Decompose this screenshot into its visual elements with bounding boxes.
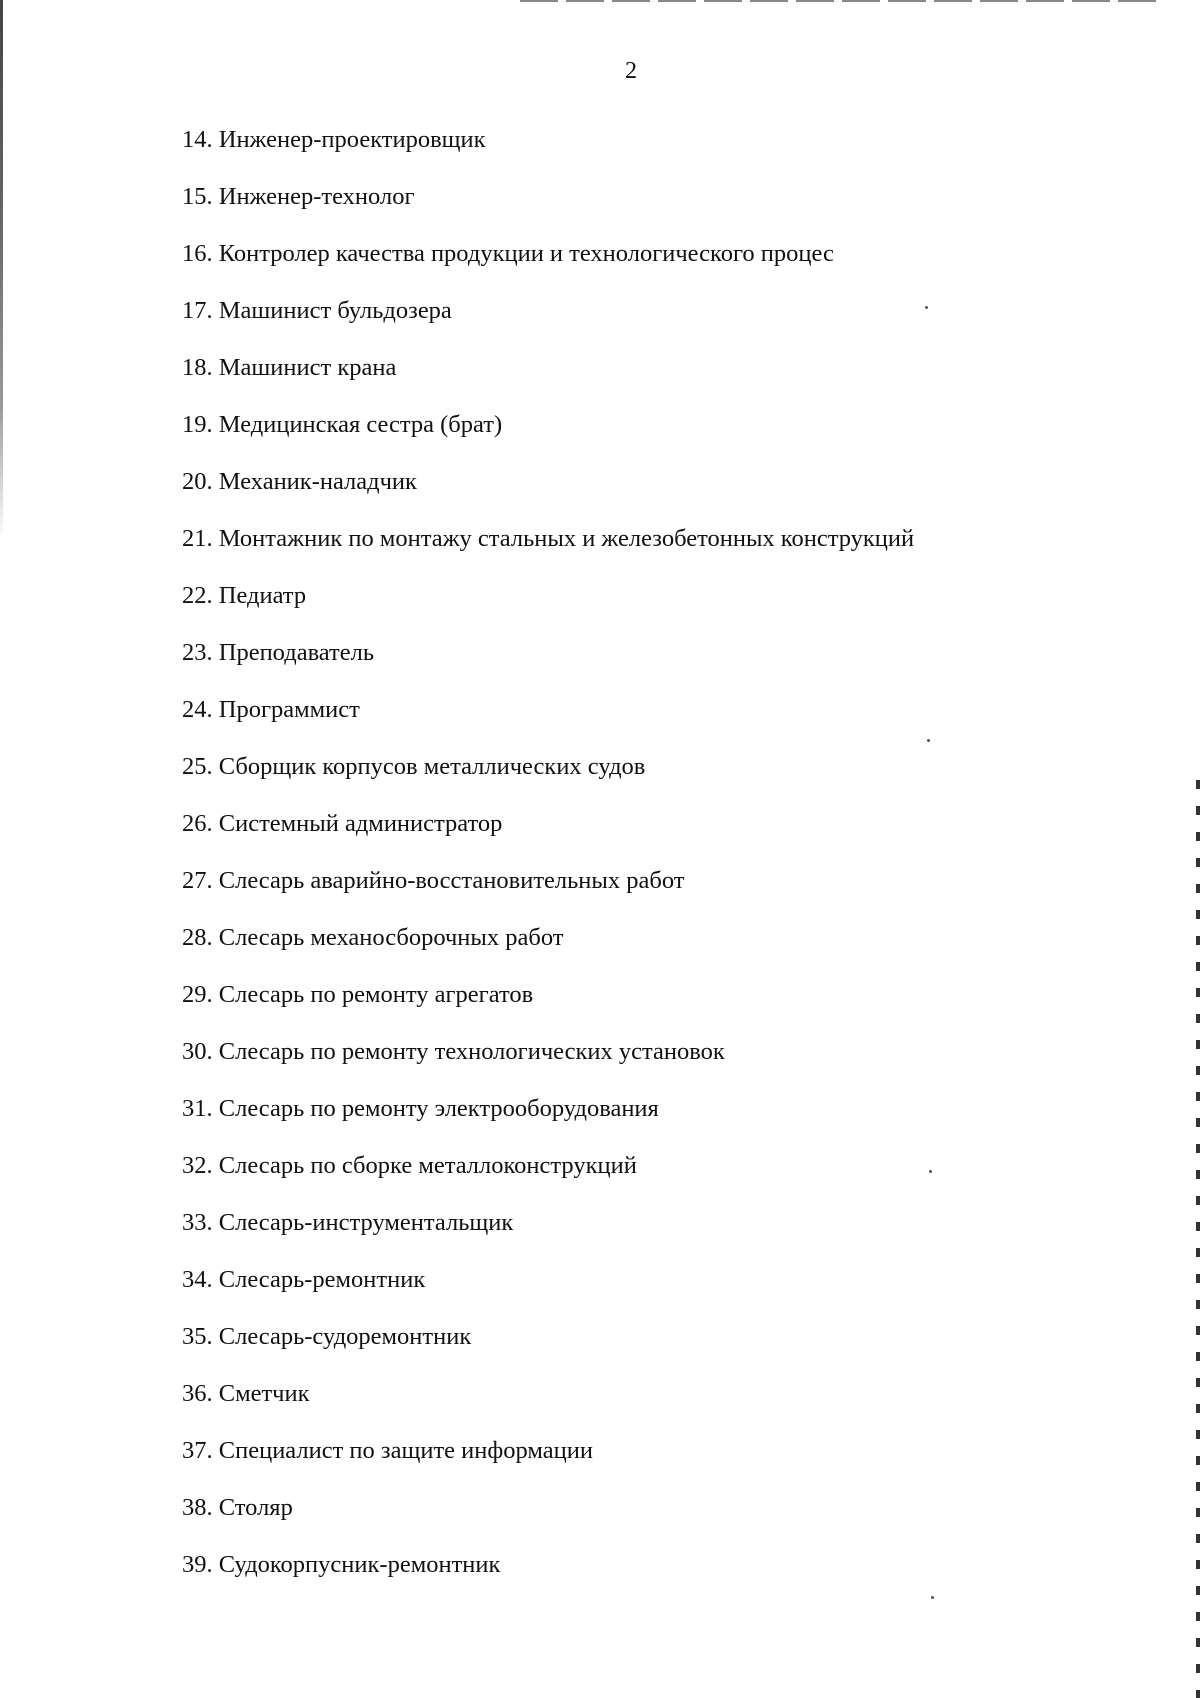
list-item: 31. Слесарь по ремонту электрооборудования bbox=[182, 1095, 659, 1122]
list-item: 18. Машинист крана bbox=[182, 354, 397, 381]
scan-edge-right bbox=[1196, 780, 1200, 1698]
scan-speck bbox=[931, 1596, 934, 1599]
scan-speck bbox=[925, 306, 928, 309]
list-item: 16. Контролер качества продукции и технологического процес bbox=[182, 240, 834, 267]
list-item: 39. Судокорпусник-ремонтник bbox=[182, 1551, 501, 1578]
list-item: 36. Сметчик bbox=[182, 1380, 310, 1407]
list-item: 24. Программист bbox=[182, 696, 360, 723]
list-item: 22. Педиатр bbox=[182, 582, 307, 609]
list-item: 26. Системный администратор bbox=[182, 810, 503, 837]
list-item: 25. Сборщик корпусов металлических судов bbox=[182, 753, 646, 780]
list-item: 27. Слесарь аварийно-восстановительных работ bbox=[182, 867, 685, 894]
scan-speck bbox=[929, 1170, 932, 1173]
list-item: 28. Слесарь механосборочных работ bbox=[182, 924, 564, 951]
list-item: 19. Медицинская сестра (брат) bbox=[182, 411, 503, 438]
list-item: 34. Слесарь-ремонтник bbox=[182, 1266, 426, 1293]
scan-speck bbox=[927, 739, 930, 742]
page-number: 2 bbox=[625, 58, 637, 84]
list-item: 32. Слесарь по сборке металлоконструкций bbox=[182, 1152, 637, 1179]
list-item: 20. Механик-наладчик bbox=[182, 468, 417, 495]
list-item: 35. Слесарь-судоремонтник bbox=[182, 1323, 472, 1350]
list-item: 33. Слесарь-инструментальщик bbox=[182, 1209, 514, 1236]
list-item: 21. Монтажник по монтажу стальных и железобетонных конструкций bbox=[182, 525, 915, 552]
scan-edge-top bbox=[520, 0, 1160, 2]
list-item: 30. Слесарь по ремонту технологических установок bbox=[182, 1038, 725, 1065]
list-item: 38. Столяр bbox=[182, 1494, 293, 1521]
list-item: 14. Инженер-проектировщик bbox=[182, 126, 486, 153]
list-item: 23. Преподаватель bbox=[182, 639, 375, 666]
list-item: 17. Машинист бульдозера bbox=[182, 297, 452, 324]
list-item: 15. Инженер-технолог bbox=[182, 183, 415, 210]
list-item: 29. Слесарь по ремонту агрегатов bbox=[182, 981, 534, 1008]
list-item: 37. Специалист по защите информации bbox=[182, 1437, 593, 1464]
profession-list bbox=[182, 120, 914, 1602]
